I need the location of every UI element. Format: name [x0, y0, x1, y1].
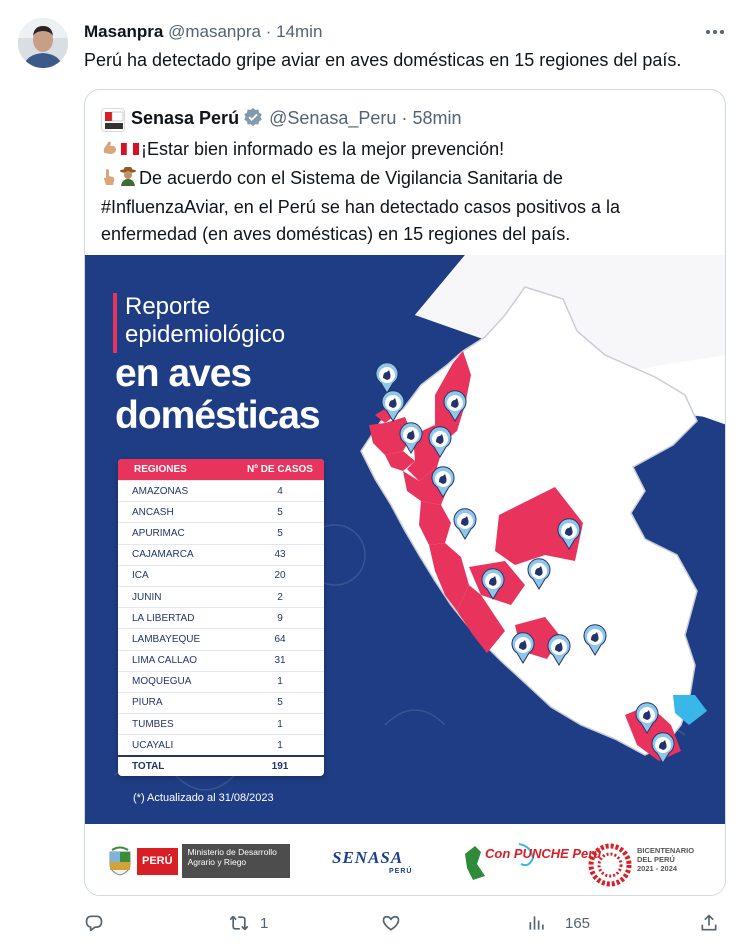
- bird-marker-icon: [432, 467, 454, 497]
- table-row: [118, 734, 324, 755]
- quoted-separator: ·: [401, 108, 408, 128]
- tweet-header: [84, 20, 322, 44]
- table-row: [118, 692, 324, 713]
- header-cases: Nº DE CASOS: [247, 464, 313, 475]
- bird-marker-icon: [548, 635, 570, 665]
- quoted-line-1: ¡Estar bien informado es la mejor prevención!: [101, 136, 713, 165]
- table-row: [118, 565, 324, 586]
- farmer-icon: [118, 166, 138, 194]
- avatar-photo: [18, 18, 68, 68]
- reply-icon: [84, 913, 104, 933]
- author-avatar[interactable]: [18, 18, 68, 68]
- table-row: [118, 671, 324, 692]
- peru-label: PERÚ: [137, 848, 178, 875]
- total-label: TOTAL: [132, 761, 165, 773]
- logos-footer: [85, 824, 726, 896]
- case-count: 5: [277, 506, 283, 518]
- total-value: 191: [271, 761, 289, 773]
- region-name: ANCASH: [132, 506, 174, 518]
- bird-marker-icon: [376, 363, 398, 393]
- case-count: 64: [274, 633, 286, 645]
- table-row: [118, 480, 324, 501]
- views-button[interactable]: [527, 908, 590, 938]
- header-regions: REGIONES: [134, 464, 187, 475]
- region-name: LIMA CALLAO: [132, 655, 198, 667]
- region-name: LA LIBERTAD: [132, 612, 195, 624]
- table-row: [118, 586, 324, 607]
- peru-coat-of-arms-icon: [107, 846, 133, 876]
- bird-marker-icon: [429, 427, 451, 457]
- reply-button[interactable]: [84, 908, 114, 938]
- views-icon: [527, 913, 547, 933]
- retweet-count: 1: [260, 914, 269, 932]
- more-options-icon[interactable]: [700, 20, 730, 44]
- peru-flag-icon: [120, 138, 140, 165]
- senasa-logo: SENASA: [332, 848, 404, 867]
- case-count: 5: [277, 527, 283, 539]
- ministry-label: Ministerio de Desarrollo Agrario y Riego: [182, 844, 290, 878]
- punche-peru-label: Con PUNCHE Perú: [485, 846, 602, 861]
- quoted-line-4: enfermedad (en aves domésticas) en 15 regiones del país.: [101, 224, 571, 244]
- share-button[interactable]: [699, 908, 719, 938]
- case-count: 1: [277, 739, 283, 751]
- heart-icon: [381, 913, 401, 933]
- region-name: JUNIN: [132, 591, 162, 603]
- region-name: PIURA: [132, 697, 163, 709]
- table-row: [118, 501, 324, 522]
- table-row: [118, 544, 324, 565]
- region-name: AMAZONAS: [132, 485, 189, 497]
- title-accent-bar: [113, 293, 117, 353]
- bird-marker-icon: [512, 633, 534, 663]
- separator: ·: [265, 22, 272, 41]
- region-name: MOQUEGUA: [132, 676, 192, 688]
- table-row: [118, 713, 324, 734]
- like-button[interactable]: [381, 908, 411, 938]
- quoted-author-handle[interactable]: @Senasa_Peru: [269, 108, 397, 128]
- region-name: LAMBAYEQUE: [132, 633, 201, 645]
- updated-note: (*) Actualizado al 31/08/2023: [133, 792, 274, 804]
- midagri-logo-icon: [102, 109, 125, 132]
- verified-badge-icon: [243, 107, 263, 134]
- region-name: UCAYALI: [132, 739, 174, 751]
- quoted-line-2: De acuerdo con el Sistema de Vigilancia Sanitaria de: [101, 165, 713, 194]
- tweet-time[interactable]: 14min: [276, 22, 323, 41]
- case-count: 31: [274, 655, 286, 667]
- bird-marker-icon: [454, 509, 476, 539]
- case-count: 4: [277, 485, 283, 497]
- punche-peru-logo: [461, 836, 541, 891]
- senasa-logo-sub: PERÚ: [389, 868, 413, 875]
- ministry-logo: [107, 844, 290, 878]
- table-row: [118, 522, 324, 543]
- quoted-author-name[interactable]: Senasa Perú: [131, 108, 240, 128]
- quoted-time[interactable]: 58min: [412, 108, 462, 128]
- flexed-biceps-icon: [101, 138, 119, 165]
- cases-table: [118, 459, 324, 776]
- bird-marker-icon: [558, 519, 580, 549]
- tweet-text: Perú ha detectado gripe aviar en aves domésticas en 15 regiones del país.: [84, 50, 682, 70]
- region-name: CAJAMARCA: [132, 549, 194, 561]
- infographic-title-line3: en aves: [115, 352, 252, 395]
- case-count: 1: [277, 676, 283, 688]
- case-count: 2: [277, 591, 283, 603]
- pointing-hand-icon: [101, 167, 117, 194]
- table-row: [118, 607, 324, 628]
- case-count: 1: [277, 718, 283, 730]
- bicentenario-logo: [587, 842, 633, 893]
- author-name[interactable]: Masanpra: [84, 22, 164, 41]
- author-handle[interactable]: @masanpra: [168, 22, 261, 41]
- table-body: [118, 480, 324, 755]
- table-header: [118, 459, 324, 480]
- infographic-title-line1: Reporte: [125, 293, 211, 320]
- bird-marker-icon: [652, 733, 674, 763]
- views-count: 165: [565, 914, 591, 932]
- bicentenario-emblem-icon: [587, 842, 633, 888]
- infographic-title-line4: domésticas: [115, 394, 320, 437]
- region-name: APURIMAC: [132, 527, 185, 539]
- bird-marker-icon: [482, 569, 504, 599]
- quoted-line-3: #InfluenzaAviar, en el Perú se han detectado casos positivos a la: [101, 197, 621, 217]
- case-count: 43: [274, 549, 286, 561]
- punche-map-icon: [461, 836, 541, 886]
- share-icon: [699, 913, 719, 933]
- bicentenario-label: BICENTENARIO DEL PERÚ 2021 - 2024: [637, 846, 695, 873]
- case-count: 9: [277, 612, 283, 624]
- quoted-text: [101, 136, 713, 248]
- bird-marker-icon: [636, 703, 658, 733]
- bird-marker-icon: [444, 391, 466, 421]
- bird-marker-icon: [528, 559, 550, 589]
- senasa-avatar[interactable]: [101, 108, 125, 132]
- retweet-icon: [228, 913, 250, 933]
- quoted-header: [131, 105, 461, 134]
- table-row: [118, 628, 324, 649]
- table-total-row: [118, 755, 324, 776]
- quoted-tweet[interactable]: [84, 89, 726, 896]
- bird-marker-icon: [382, 391, 404, 421]
- case-count: 20: [274, 570, 286, 582]
- region-name: TUMBES: [132, 718, 174, 730]
- case-count: 5: [277, 697, 283, 709]
- infographic-title-line2: epidemiológico: [125, 321, 286, 348]
- region-name: ICA: [132, 570, 149, 582]
- bird-marker-icon: [584, 625, 606, 655]
- tweet-actions: [0, 908, 750, 938]
- bird-marker-icon: [400, 423, 422, 453]
- table-row: [118, 650, 324, 671]
- infographic-image[interactable]: [85, 255, 726, 896]
- retweet-button[interactable]: [228, 908, 268, 938]
